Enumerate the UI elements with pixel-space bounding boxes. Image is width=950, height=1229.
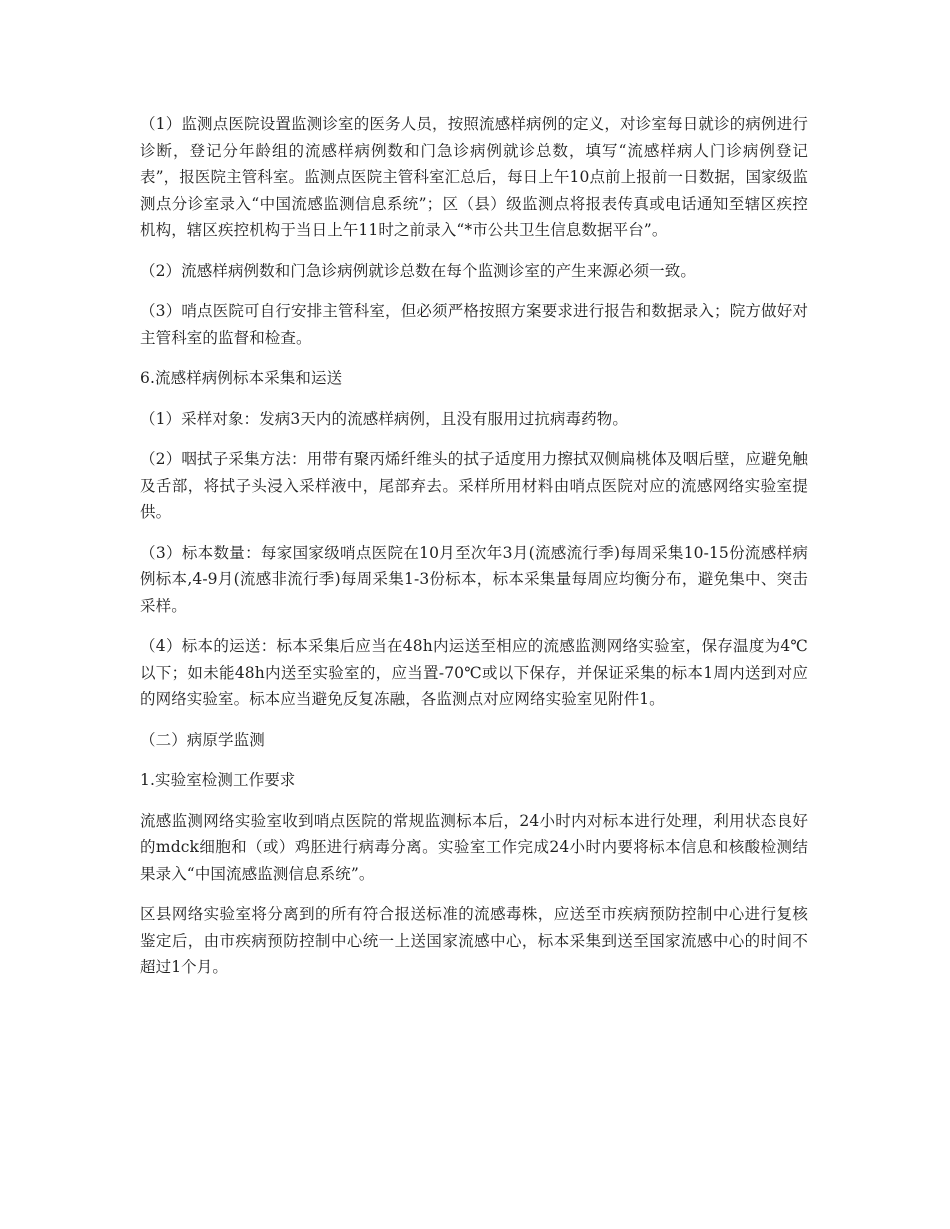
- heading-lab-testing-requirements: 1.实验室检测工作要求: [140, 771, 296, 789]
- heading-etiology-monitoring: （二）病原学监测: [140, 730, 265, 749]
- para-sampling-target: （1）采样对象：发病3天内的流感样病例，且没有服用过抗病毒药物。: [140, 409, 628, 428]
- heading-specimen-collection: 6.流感样病例标本采集和运送: [140, 369, 343, 387]
- document-page: [140, 111, 808, 995]
- para-data-source-consistency: （2）流感样病例数和门急诊病例就诊总数在每个监测诊室的产生来源必须一致。: [140, 261, 696, 280]
- para-specimen-transport: （4）标本的运送：标本采集后应当在48h内运送至相应的流感监测网络实验室，保存温度为4℃以下；如未能48h内送至实验室的，应当置-70℃或以下保存，并保证采集的标本1周内送到对应的网络实验室。标本应当避免反复冻融，各监测点对应网络实验室见附件1。: [140, 637, 808, 708]
- para-sentinel-hospital-department: （3）哨点医院可自行安排主管科室，但必须严格按照方案要求进行报告和数据录入；院方做好对主管科室的监督和检查。: [140, 302, 808, 347]
- para-specimen-quantity: （3）标本数量：每家国家级哨点医院在10月至次年3月(流感流行季)每周采集10-15份流感样病例标本,4-9月(流感非流行季)每周采集1-3份标本，标本采集量每周应均衡分布，避免集中、突击采样。: [140, 543, 808, 615]
- para-clinic-diagnosis-registration: （1）监测点医院设置监测诊室的医务人员，按照流感样病例的定义，对诊室每日就诊的病例进行诊断，登记分年龄组的流感样病例数和门急诊病例就诊总数，填写“流感样病人门诊病例登记表”，报医院主管科室。监测点医院主管科室汇总后，每日上午10点前上报前一日数据，国家级监测点分诊室录入“中国流感监测信息系统”；区（县）级监测点将报表传真或电话通知至辖区疾控机构，辖区疾控机构于当日上午11时之前录入“*市公共卫生信息数据平台”。: [140, 115, 808, 239]
- para-lab-processing: 流感监测网络实验室收到哨点医院的常规监测标本后，24小时内对标本进行处理，利用状态良好的mdck细胞和（或）鸡胚进行病毒分离。实验室工作完成24小时内要将标本信息和核酸检测结果录入“中国流感监测信息系统”。: [140, 811, 808, 883]
- para-strain-submission: 区县网络实验室将分离到的所有符合报送标准的流感毒株，应送至市疾病预防控制中心进行复核鉴定后，由市疾病预防控制中心统一上送国家流感中心，标本采集到送至国家流感中心的时间不超过1个月。: [140, 905, 808, 976]
- para-swab-method: （2）咽拭子采集方法：用带有聚丙烯纤维头的拭子适度用力擦拭双侧扁桃体及咽后壁，应避免触及舌部，将拭子头浸入采样液中，尾部弃去。采样所用材料由哨点医院对应的流感网络实验室提供。: [140, 450, 808, 521]
